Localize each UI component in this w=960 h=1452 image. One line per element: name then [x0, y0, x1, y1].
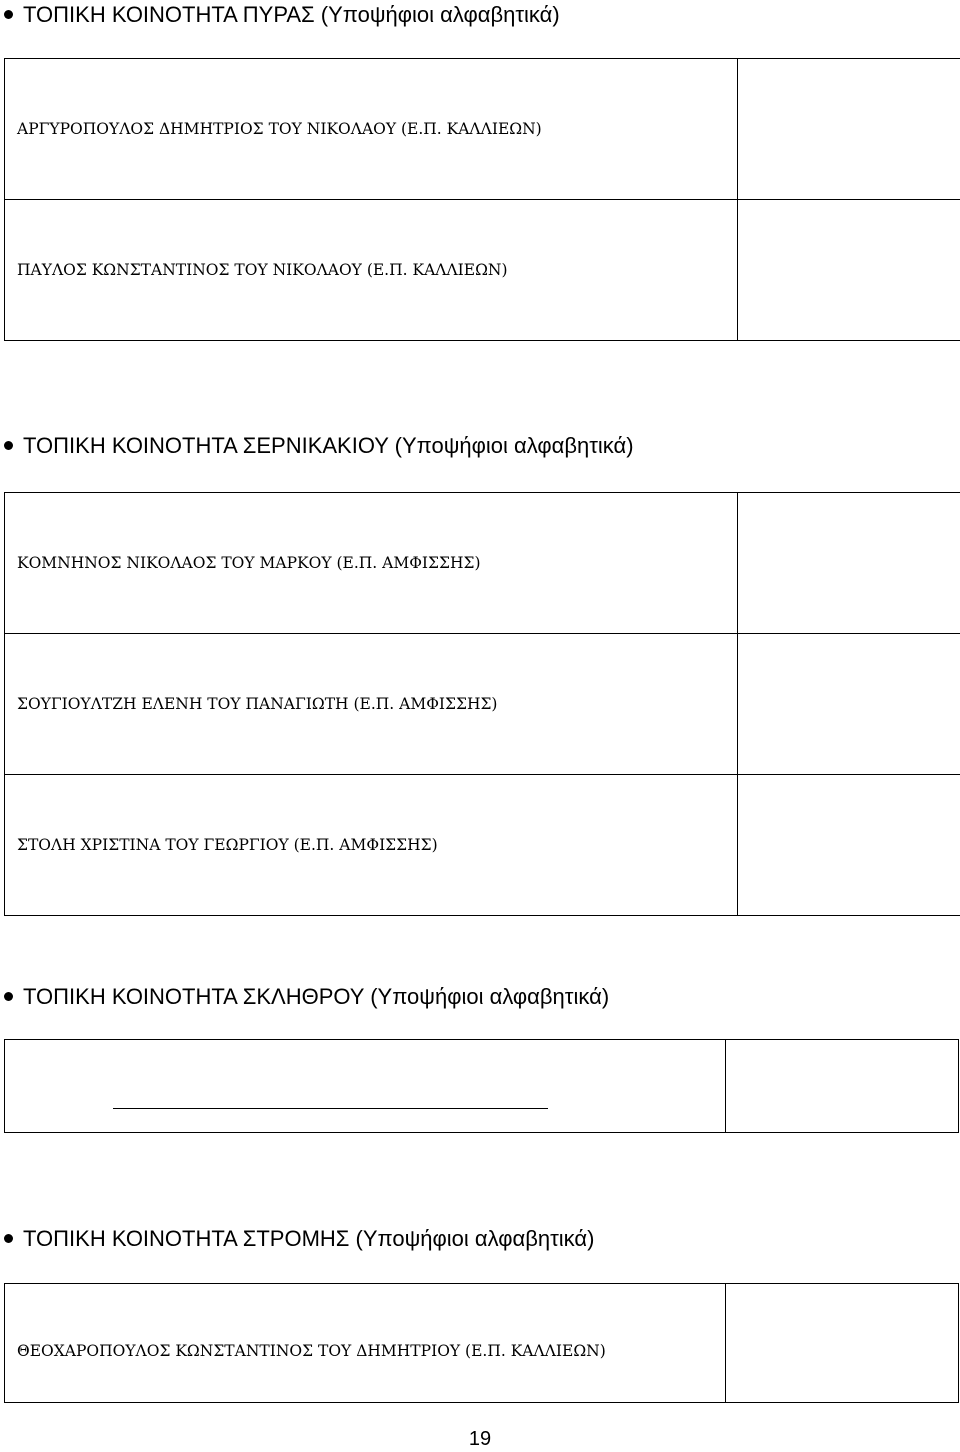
section-title-text: ΤΟΠΙΚΗ ΚΟΙΝΟΤΗΤΑ ΠΥΡΑΣ (Υποψήφιοι αλφαβητικά) [23, 2, 560, 27]
blank-line [113, 1108, 548, 1109]
vote-box[interactable] [738, 634, 960, 775]
table-row [5, 634, 960, 775]
table-row [5, 775, 960, 916]
section-title-text: ΤΟΠΙΚΗ ΚΟΙΝΟΤΗΤΑ ΣΤΡΟΜΗΣ (Υποψήφιοι αλφαβητικά) [23, 1226, 595, 1251]
bullet-icon [4, 992, 13, 1001]
table-row [5, 59, 960, 200]
page-number: 19 [468, 1428, 492, 1450]
table-row [5, 200, 960, 341]
candidate-name: ΚΟΜΝΗΝΟΣ ΝΙΚΟΛΑΟΣ ΤΟΥ ΜΑΡΚΟΥ (Ε.Π. ΑΜΦΙΣΣΗΣ) [5, 493, 738, 634]
vote-box[interactable] [725, 1284, 958, 1403]
vote-box[interactable] [738, 775, 960, 916]
bullet-icon [4, 441, 13, 450]
vote-box[interactable] [726, 1040, 959, 1133]
section-title-stromis [0, 1228, 594, 1250]
bullet-icon [4, 10, 13, 19]
candidate-name-empty [5, 1040, 726, 1133]
table-row [5, 493, 960, 634]
vote-box[interactable] [738, 59, 960, 200]
vote-box[interactable] [738, 200, 960, 341]
bullet-icon [4, 1234, 13, 1243]
candidate-name: ΠΑΥΛΟΣ ΚΩΝΣΤΑΝΤΙΝΟΣ ΤΟΥ ΝΙΚΟΛΑΟΥ (Ε.Π. ΚΑΛΛΙΕΩΝ) [5, 200, 738, 341]
candidate-name: ΑΡΓΥΡΟΠΟΥΛΟΣ ΔΗΜΗΤΡΙΟΣ ΤΟΥ ΝΙΚΟΛΑΟΥ (Ε.Π. ΚΑΛΛΙΕΩΝ) [5, 59, 738, 200]
table-row [5, 1040, 959, 1133]
section-title-sklithrou [0, 986, 609, 1008]
candidates-table-pyras [4, 58, 960, 341]
candidate-name: ΣΤΟΛΗ ΧΡΙΣΤΙΝΑ ΤΟΥ ΓΕΩΡΓΙΟΥ (Ε.Π. ΑΜΦΙΣΣΗΣ) [5, 775, 738, 916]
section-title-text: ΤΟΠΙΚΗ ΚΟΙΝΟΤΗΤΑ ΣΚΛΗΘΡΟΥ (Υποψήφιοι αλφαβητικά) [23, 984, 610, 1009]
candidates-table-sklithrou [4, 1039, 959, 1133]
candidates-table-stromis [4, 1283, 959, 1403]
section-title-text: ΤΟΠΙΚΗ ΚΟΙΝΟΤΗΤΑ ΣΕΡΝΙΚΑΚΙΟΥ (Υποψήφιοι αλφαβητικά) [23, 433, 634, 458]
candidate-name: ΣΟΥΓΙΟΥΛΤΖΗ ΕΛΕΝΗ ΤΟΥ ΠΑΝΑΓΙΩΤΗ (Ε.Π. ΑΜΦΙΣΣΗΣ) [5, 634, 738, 775]
section-title-sernikakiou [0, 435, 634, 457]
candidate-name: ΘΕΟΧΑΡΟΠΟΥΛΟΣ ΚΩΝΣΤΑΝΤΙΝΟΣ ΤΟΥ ΔΗΜΗΤΡΙΟΥ (Ε.Π. ΚΑΛΛΙΕΩΝ) [5, 1284, 726, 1403]
candidates-table-sernikakiou [4, 492, 960, 916]
section-title-pyras [0, 4, 560, 26]
table-row [5, 1284, 959, 1403]
vote-box[interactable] [738, 493, 960, 634]
